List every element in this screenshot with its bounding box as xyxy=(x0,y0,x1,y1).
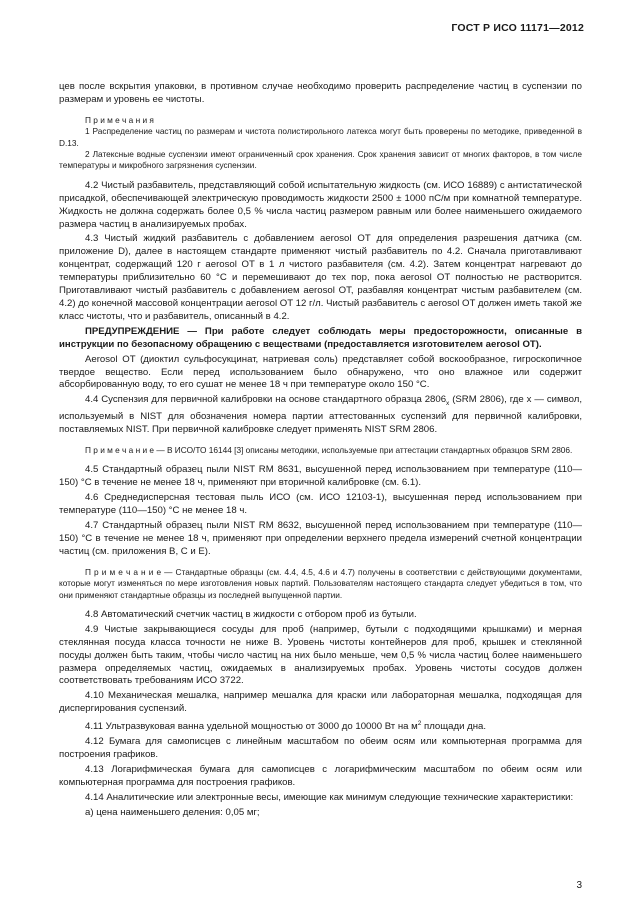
paragraph-aerosol: Aerosol OT (диоктил сульфосукцинат, натриевая соль) представляет собой воскообразное, гигроскопичное твердое вещество. Если перед использованием было обнаружено, что оно влажное или содержит абсорбированную воду, то его сушат не менее 18 ч при температуре около 150 °С. xyxy=(59,353,582,391)
note-2 xyxy=(59,445,582,456)
p411-text-a: 4.11 Ультразвуковая ванна удельной мощностью от 3000 до 10000 Вт на м xyxy=(85,721,418,733)
note-2-text xyxy=(59,445,582,456)
p44-text-a: 4.4 Суспензия для первичной калибровки на основе стандартного образца 2806 xyxy=(85,394,447,406)
paragraph-4-11 xyxy=(59,718,582,734)
paragraph-4-10: 4.10 Механическая мешалка, например мешалка для краски или лабораторная мешалка, подходящая для диспергирования суспензий. xyxy=(59,690,582,715)
notes-block xyxy=(59,115,582,172)
paragraph-4-14: 4.14 Аналитические или электронные весы, имеющие как минимум следующие технические характеристики: xyxy=(85,791,574,803)
p411-superscript: 2 xyxy=(417,720,422,728)
paragraph-4-2: 4.2 Чистый разбавитель, представляющий собой испытательную жидкость (см. ИСО 16889) с антистатической присадкой, обеспечивающей электрическую проводимость жидкости 2500 ± 1000 пС/м при комнатной температуре. Жидкость не должна содержать более 0,5 % числа частиц размером равным или более наименьшего ожидаемого размера частиц в анализируемых пробах. xyxy=(59,179,582,230)
p411-text-b: площади дна. xyxy=(421,721,487,733)
note-3-body: — Стандартные образцы (см. 4.4, 4.5, 4.6 и 4.7) получены в соответствии с действующими документами, которые могут изменяться по мере изготовления новых партий. Пользователям настоящего стандарта следует убедиться в том, что они применяют стандартные образцы из последней выпущенной партии. xyxy=(59,566,583,600)
note-3 xyxy=(59,567,582,601)
paragraph-4-12: 4.12 Бумага для самописцев с линейным масштабом по обеим осям или компьютерная программа для построения графиков. xyxy=(59,736,582,761)
document-header: ГОСТ Р ИСО 11171—2012 xyxy=(451,22,584,34)
notes-title: П р и м е ч а н и я xyxy=(85,114,154,125)
p44-subscript: x xyxy=(446,400,450,408)
paragraph-4-7: 4.7 Стандартный образец пыли NIST RM 8632, высушенной перед использованием при температуре (110—150) °С в течение не менее 18 ч, применяют при определении верхнего предела измерений счетной концентрации частиц (см. приложения В, С и Е). xyxy=(59,520,582,557)
paragraph-4-8: 4.8 Автоматический счетчик частиц в жидкости с отбором проб из бутыли. xyxy=(85,608,417,620)
paragraph-4-6: 4.6 Среднедисперсная тестовая пыль ИСО (см. ИСО 12103-1), высушенная перед использованием при температуре (110—150) °С не менее 18 ч. xyxy=(59,492,582,517)
paragraph-4-3: 4.3 Чистый жидкий разбавитель с добавлением aerosol OT для определения разрешения датчика (см. приложение D), далее в настоящем стандарте применяют чистый разбавитель по 4.2. Сначала приготавливают концентрат, содержащий 120 г aerosol OT в 1 л чистого разбавителя (см. 4.2). Затем концентрат нагревают до температуры приблизительно 60 °С и перемешивают до тех пор, пока aerosol OT полностью не растворится. Приготавливают чистый разбавитель с добавлением aerosol OT, разбавляя концентрат чистым разбавителем (см. 4.2) до конечной массовой концентрации aerosol OT 12 г/л. Чистый разбавитель с aerosol OT должен иметь такой же класс чистоты, что и разбавитель, описанный в 4.2. xyxy=(59,233,582,322)
note-2-label: П р и м е ч а н и е xyxy=(85,444,155,455)
page-number: 3 xyxy=(576,880,582,891)
note-2-body: — В ИСО/ТО 16144 [3] описаны методики, используемые при аттестации стандартных образцов SRM 2806. xyxy=(154,444,573,455)
intro-paragraph: цев после вскрытия упаковки, в противном случае необходимо проверить распределение частиц в суспензии по размерам и уровень ее чистоты. xyxy=(59,81,582,105)
warning-paragraph: ПРЕДУПРЕЖДЕНИЕ — При работе следует соблюдать меры предосторожности, описанные в инструкции по безопасному обращению с веществами (предоставляется изготовителем aerosol OT). xyxy=(59,325,582,350)
paragraph-4-5: 4.5 Стандартный образец пыли NIST RM 8631, высушенной перед использованием при температуре (110—150) °С в течение не менее 18 ч, применяют при вторичной калибровке (см. 6.1). xyxy=(59,464,582,489)
note-item-1: 1 Распределение частиц по размерам и чистота полистирольного латекса могут быть проверены по методике, приведенной в D.13. xyxy=(59,126,582,148)
paragraph-4-9: 4.9 Чистые закрывающиеся сосуды для проб (например, бутыли с подходящими крышками) и мерная стеклянная посуда класса точности не ниже В. Уровень чистоты контейнеров для проб, крышек и стеклянной посуды должен быть таким, чтобы число частиц на них было меньше, чем 0,5 % числа частиц более наименьшего размера определяемых частиц, ожидаемых в анализируемых пробах. Уровень чистоты сосудов должен соответствовать требованиям ИСО 3722. xyxy=(59,623,582,687)
note-3-text xyxy=(59,567,582,601)
note-item-2: 2 Латексные водные суспензии имеют ограниченный срок хранения. Срок хранения зависит от многих факторов, в том числе температуры и микробного загрязнения суспензии. xyxy=(59,149,582,171)
paragraph-4-13: 4.13 Логарифмическая бумага для самописцев с логарифмическим масштабом по обеим осям или компьютерная программа для построения графиков. xyxy=(59,764,582,788)
paragraph-4-4 xyxy=(59,394,582,437)
note-3-label: П р и м е ч а н и е xyxy=(85,566,162,577)
page-body xyxy=(59,81,582,822)
p44-text-b: (SRM 2806), где x — символ, используемый в NIST для обозначения номера партии аттестованных суспензий для первичной калибровки, поставляемых NIST. При первичной калибровке следует применять NIST SRM 2806. xyxy=(59,394,582,436)
paragraph-4-14-a: а) цена наименьшего деления: 0,05 мг; xyxy=(85,806,260,818)
